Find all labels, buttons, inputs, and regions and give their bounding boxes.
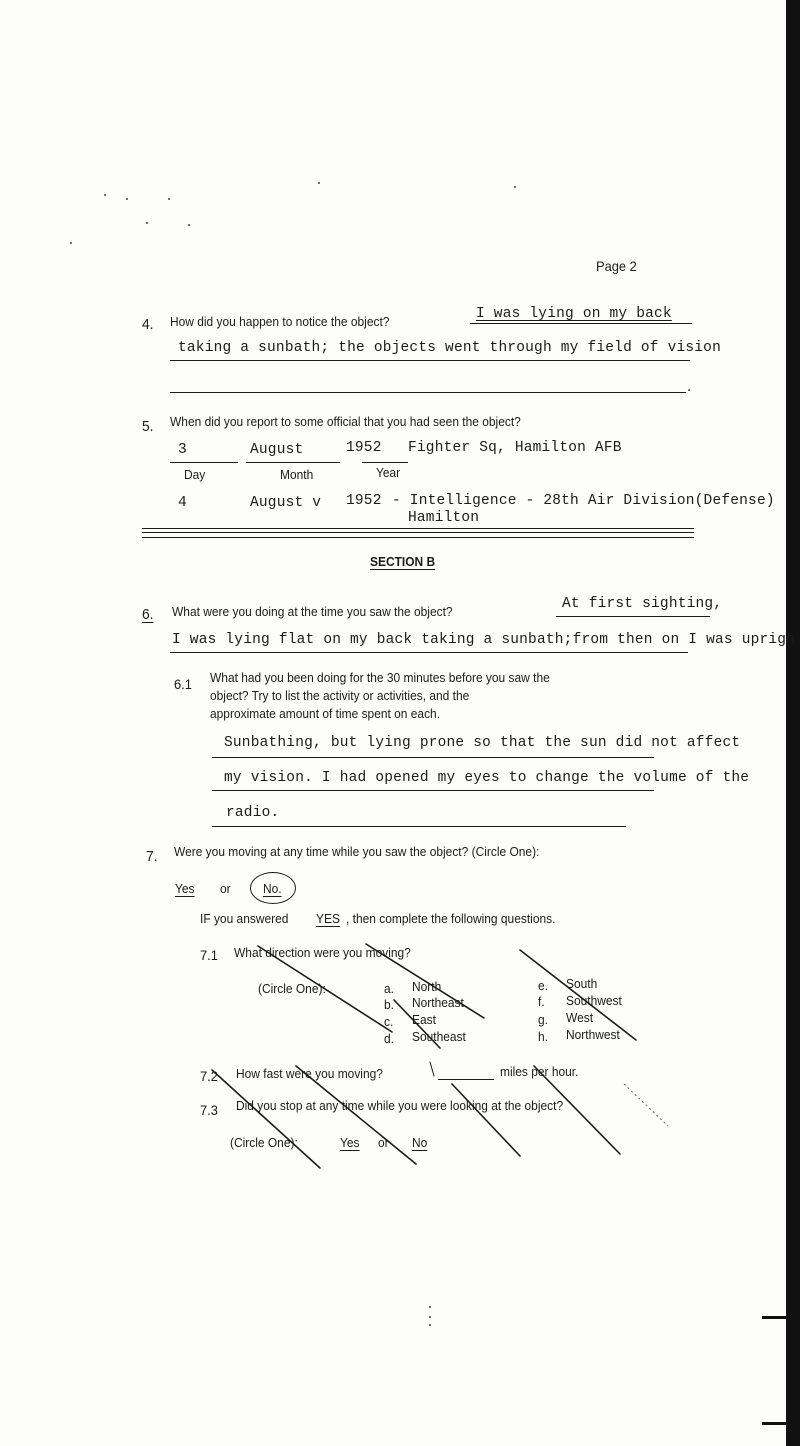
strike-line — [520, 950, 636, 1040]
q7-1-option-letter: d. — [384, 1031, 394, 1046]
q6-1-question-line2: object? Try to list the activity or activities, and the — [210, 688, 470, 703]
q7-1-option-letter: a. — [384, 981, 394, 996]
q7-3-question: Did you stop at any time while you were looking at the object? — [236, 1098, 564, 1113]
q5-row2-day: 4 — [178, 495, 187, 511]
q5-row2-year: 1952 — [346, 493, 382, 509]
q5-row1-note: Fighter Sq, Hamilton AFB — [408, 440, 622, 456]
strike-line — [430, 1062, 434, 1076]
strike-line — [296, 1066, 416, 1164]
q4-answer-line1: I was lying on my back — [476, 306, 672, 322]
q7-1-option-label: Southwest — [566, 993, 622, 1008]
q6-1-answer-line1: Sunbathing, but lying prone so that the sun did not affect — [224, 735, 741, 751]
q6-1-answer-line2: my vision. I had opened my eyes to change the volume of the — [224, 770, 750, 786]
section-b-title: SECTION B — [370, 554, 436, 569]
strike-line — [212, 1070, 320, 1168]
q6-answer-line1: At first sighting, — [562, 596, 723, 612]
q7-1-option-label: East — [412, 1012, 436, 1027]
strike-line — [394, 1000, 440, 1048]
q4-end-mark: . — [687, 378, 692, 395]
q7-option-yes: Yes — [175, 881, 195, 896]
q5-label-year: Year — [376, 465, 401, 480]
q6-1-question-line1: What had you been doing for the 30 minutes before you saw the — [210, 670, 550, 685]
strike-line — [452, 1084, 520, 1156]
q7-option-no: No. — [263, 881, 282, 896]
q7-1-option-label: West — [566, 1010, 594, 1025]
q7-1-number: 7.1 — [200, 947, 218, 963]
q7-if-prefix: IF you answered — [200, 911, 289, 926]
q7-2-units: miles per hour. — [500, 1064, 579, 1079]
q6-1-question-line3: approximate amount of time spent on each. — [210, 706, 441, 721]
q7-number: 7. — [146, 848, 158, 865]
q7-1-option-letter: b. — [384, 997, 394, 1012]
q5-row2-note-line2: Hamilton — [408, 510, 480, 526]
q7-1-question: What direction were you moving? — [234, 945, 411, 960]
strike-line — [366, 944, 484, 1018]
page-label: Page 2 — [596, 258, 637, 274]
q7-if-suffix: , then complete the following questions. — [346, 911, 556, 926]
q7-option-or: or — [220, 881, 231, 896]
q4-number: 4. — [142, 316, 154, 333]
q5-row2-note: - Intelligence - 28th Air Division(Defense) — [392, 493, 775, 509]
q7-3-option-yes: Yes — [340, 1135, 360, 1150]
q7-if-yes: YES — [316, 911, 340, 926]
q7-1-option-letter: c. — [384, 1014, 394, 1029]
q7-1-option-letter: e. — [538, 978, 548, 993]
faint-dotted-mark — [624, 1084, 668, 1126]
q7-1-option-label: Northeast — [412, 995, 464, 1010]
q7-3-number: 7.3 — [200, 1102, 218, 1118]
q6-question: What were you doing at the time you saw the object? — [172, 604, 453, 619]
q7-3-option-no: No — [412, 1135, 428, 1150]
q6-1-number: 6.1 — [174, 676, 192, 692]
q7-3-circle-one: (Circle One): — [230, 1135, 298, 1150]
q7-1-option-letter: h. — [538, 1029, 548, 1044]
q7-2-number: 7.2 — [200, 1068, 218, 1084]
q6-number: 6. — [142, 606, 154, 623]
q7-1-option-label: South — [566, 976, 598, 991]
q5-question: When did you report to some official that you had seen the object? — [170, 414, 521, 429]
q4-question: How did you happen to notice the object? — [170, 314, 390, 329]
q4-answer-line2: taking a sunbath; the objects went through my field of vision — [178, 340, 721, 356]
q5-row2-month: August v — [250, 495, 322, 511]
q6-1-answer-line3: radio. — [226, 805, 280, 821]
q7-2-question: How fast were you moving? — [236, 1066, 383, 1081]
q5-row1-year: 1952 — [346, 440, 382, 456]
q7-1-option-label: North — [412, 979, 442, 994]
strike-line — [534, 1066, 620, 1154]
q7-1-circle-one: (Circle One): — [258, 981, 326, 996]
q5-row1-month: August — [250, 442, 304, 458]
q5-label-month: Month — [280, 467, 314, 482]
q5-number: 5. — [142, 418, 154, 435]
q7-3-option-or: or — [378, 1135, 389, 1150]
q7-1-option-letter: g. — [538, 1012, 548, 1027]
q7-1-option-label: Southeast — [412, 1029, 466, 1044]
q5-row1-day: 3 — [178, 442, 187, 458]
q7-1-option-label: Northwest — [566, 1027, 620, 1042]
q6-answer-line2: I was lying flat on my back taking a sunbath;from then on I was uprigh — [172, 632, 796, 648]
q7-1-option-letter: f. — [538, 994, 545, 1009]
q7-question: Were you moving at any time while you saw the object? (Circle One): — [174, 844, 540, 859]
strike-line — [258, 946, 392, 1032]
q5-label-day: Day — [184, 467, 206, 482]
